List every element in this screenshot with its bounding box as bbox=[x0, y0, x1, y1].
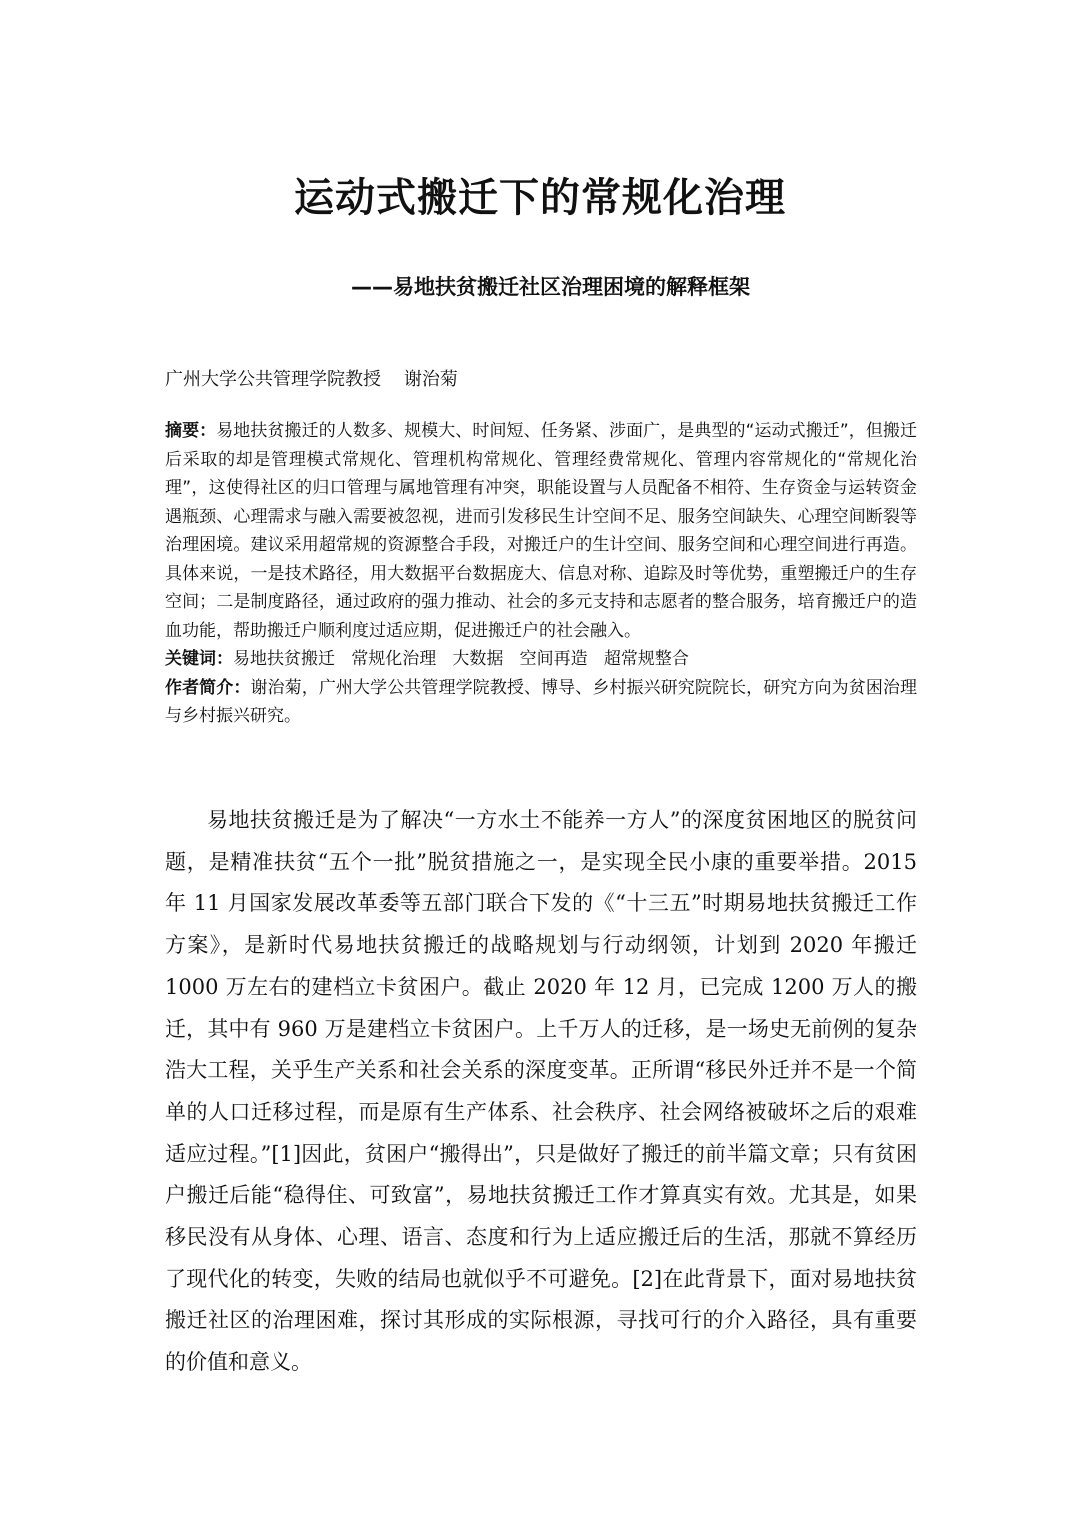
author-bio-label: 作者简介： bbox=[165, 677, 251, 698]
abstract-paragraph bbox=[165, 417, 917, 645]
author-affiliation: 广州大学公共管理学院教授 谢治菊 bbox=[165, 369, 458, 390]
author-bio-text: 谢治菊，广州大学公共管理学院教授、博导、乡村振兴研究院院长，研究方向为贫困治理与乡村振兴研究。 bbox=[165, 677, 918, 726]
author-bio-paragraph bbox=[165, 674, 917, 731]
paper-subtitle: ——易地扶贫搬迁社区治理困境的解释框架 bbox=[351, 275, 750, 299]
body-paragraph: 易地扶贫搬迁是为了解决“一方水土不能养一方人”的深度贫困地区的脱贫问题，是精准扶贫“五个一批”脱贫措施之一，是实现全民小康的重要举措。2015 年 11 月国家发展改革委等五部门联合下发的《“十三五”时期易地扶贫搬迁工作方案》，是新时代易地扶贫搬迁的战略规划与行动纲领，计划到 2020 年搬迁 1000 万左右的建档立卡贫困户。截止 2020 年 12 月，已完成 1200 万人的搬迁，其中有 960 万是建档立卡贫困户。上千万人的迁移，是一场史无前例的复杂浩大工程，关乎生产关系和社会关系的深度变革。正所谓“移民外迁并不是一个简单的人口迁移过程，而是原有生产体系、社会秩序、社会网络被破坏之后的艰难适应过程。”[1]因此，贫困户“搬得出”，只是做好了搬迁的前半篇文章；只有贫困户搬迁后能“稳得住、可致富”，易地扶贫搬迁工作才算真实有效。尤其是，如果移民没有从身体、心理、语言、态度和行为上适应搬迁后的生活，那就不算经历了现代化的转变，失败的结局也就似乎不可避免。[2]在此背景下，面对易地扶贫搬迁社区的治理困难，探讨其形成的实际根源，寻找可行的介入路径，具有重要的价值和意义。 bbox=[165, 808, 917, 1375]
keywords-text: 易地扶贫搬迁 常规化治理 大数据 空间再造 超常规整合 bbox=[233, 649, 689, 669]
abstract-label: 摘要： bbox=[165, 421, 217, 441]
abstract-section bbox=[165, 417, 917, 731]
keywords-label: 关键词： bbox=[165, 649, 233, 669]
paper-title: 运动式搬迁下的常规化治理 bbox=[294, 175, 786, 221]
abstract-text: 易地扶贫搬迁的人数多、规模大、时间短、任务紧、涉面广，是典型的“运动式搬迁”，但搬迁后采取的却是管理模式常规化、管理机构常规化、管理经费常规化、管理内容常规化的“常规化治理”，这使得社区的归口管理与属地管理有冲突，职能设置与人员配备不相符、生存资金与运转资金遇瓶颈、心理需求与融入需要被忽视，进而引发移民生计空间不足、服务空间缺失、心理空间断裂等治理困境。建议采用超常规的资源整合手段，对搬迁户的生计空间、服务空间和心理空间进行再造。具体来说，一是技术路径，用大数据平台数据庞大、信息对称、追踪及时等优势，重塑搬迁户的生存空间；二是制度路径，通过政府的强力推动、社会的多元支持和志愿者的整合服务，培育搬迁户的造血功能，帮助搬迁户顺利度过适应期，促进搬迁户的社会融入。 bbox=[165, 421, 917, 641]
keywords-paragraph bbox=[165, 645, 917, 674]
